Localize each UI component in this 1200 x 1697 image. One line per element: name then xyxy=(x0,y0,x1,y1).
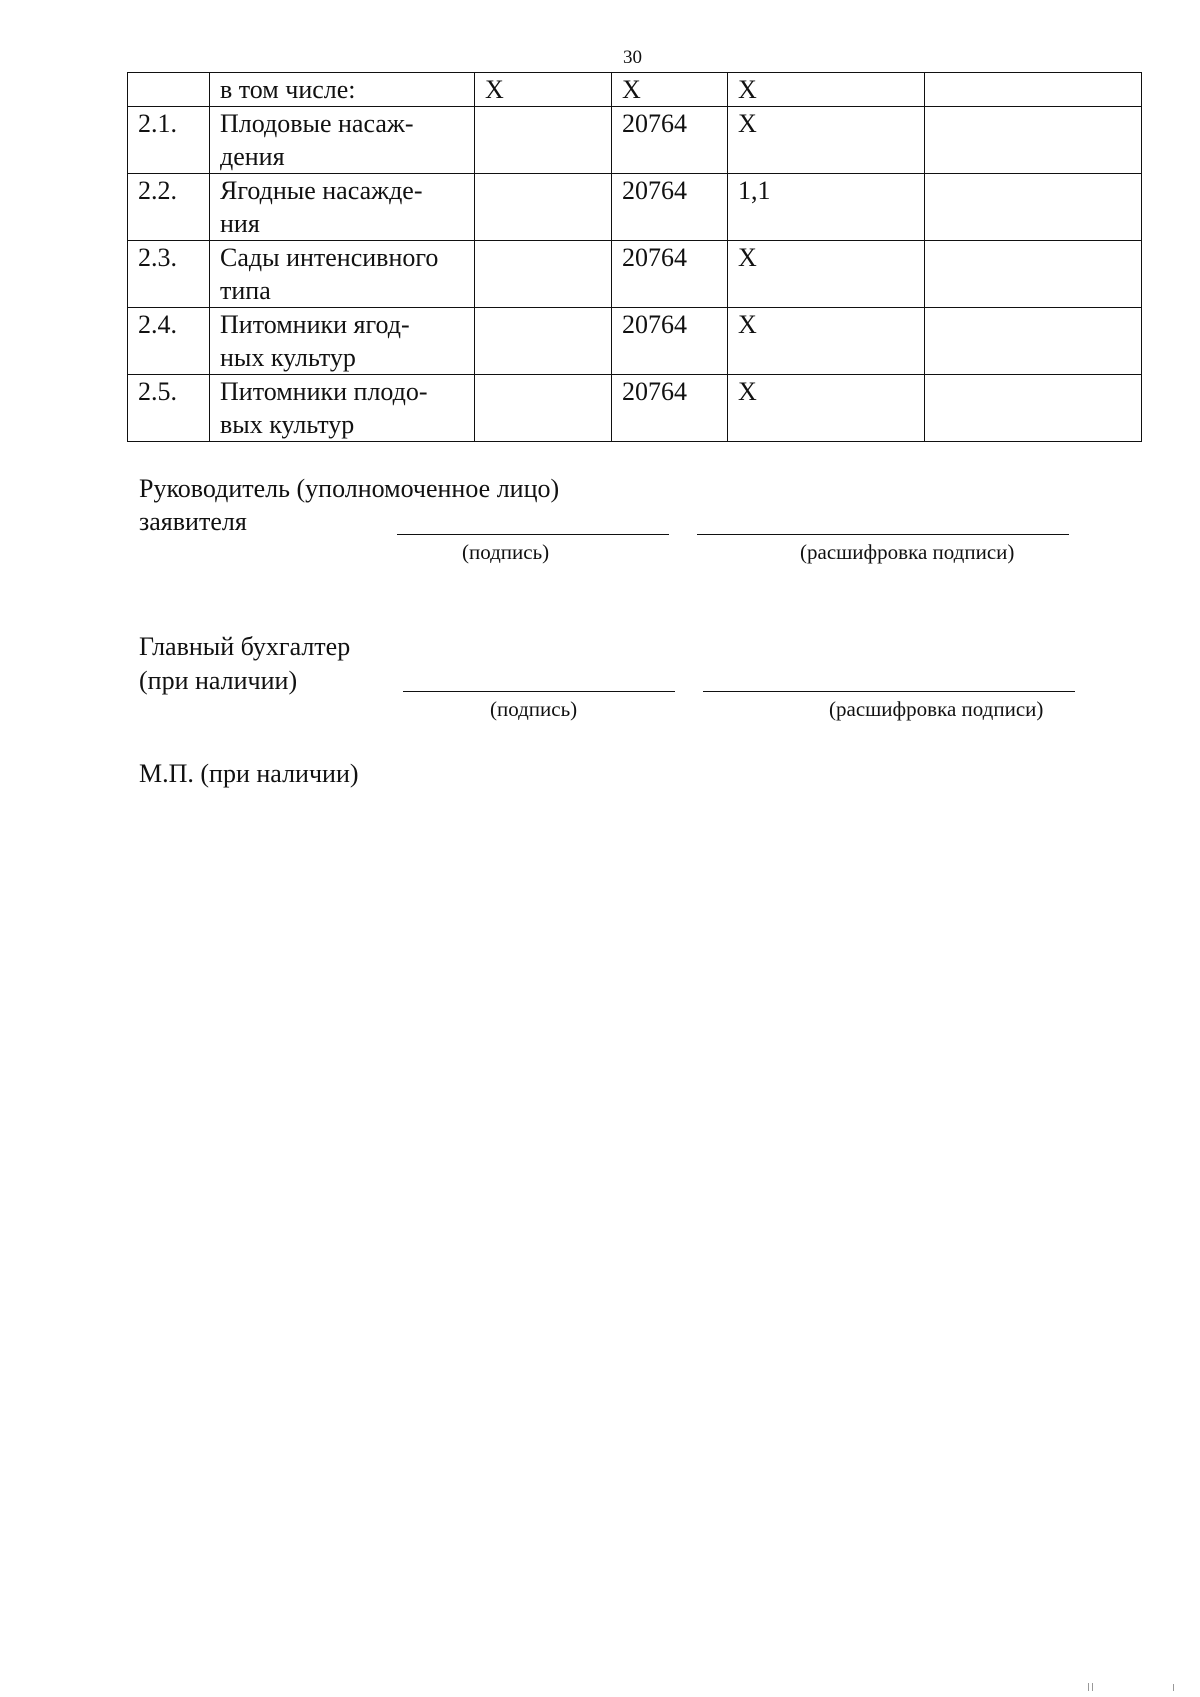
item-name-cell: Ягодные насажде- ния xyxy=(210,174,475,241)
column3-cell xyxy=(475,107,612,174)
column4-cell: 20764 xyxy=(612,241,728,308)
row-number-cell xyxy=(128,73,210,107)
head-signature-line xyxy=(397,534,669,535)
column4-cell: 20764 xyxy=(612,375,728,442)
column4-cell: 20764 xyxy=(612,308,728,375)
column3-cell xyxy=(475,308,612,375)
column3-cell: X xyxy=(475,73,612,107)
table-row xyxy=(128,308,1142,375)
head-decoding-line xyxy=(697,534,1069,535)
scan-artifact-mark xyxy=(1092,1683,1093,1691)
accountant-label-line1: Главный бухгалтер xyxy=(139,632,351,661)
accountant-signature-line xyxy=(403,691,675,692)
table-row xyxy=(128,73,1142,107)
table-row xyxy=(128,107,1142,174)
column3-cell xyxy=(475,174,612,241)
head-decoding-caption: (расшифровка подписи) xyxy=(800,540,1015,564)
table-row xyxy=(128,375,1142,442)
column5-cell: X xyxy=(728,375,925,442)
column4-cell: X xyxy=(612,73,728,107)
scan-artifact-mark xyxy=(1173,1684,1174,1691)
column6-cell xyxy=(925,241,1142,308)
head-label-line2: заявителя xyxy=(139,507,247,536)
row-number-cell: 2.1. xyxy=(128,107,210,174)
column5-cell: X xyxy=(728,73,925,107)
column5-cell: 1,1 xyxy=(728,174,925,241)
accountant-label-line2: (при наличии) xyxy=(139,666,298,695)
stamp-label: М.П. (при наличии) xyxy=(139,759,359,788)
item-name-cell: Питомники ягод- ных культур xyxy=(210,308,475,375)
column5-cell: X xyxy=(728,107,925,174)
item-name-cell: Плодовые насаж- дения xyxy=(210,107,475,174)
table-body xyxy=(128,73,1142,442)
column6-cell xyxy=(925,174,1142,241)
column6-cell xyxy=(925,375,1142,442)
scan-artifact-mark xyxy=(1088,1683,1089,1691)
table-row xyxy=(128,241,1142,308)
page-number: 30 xyxy=(623,47,642,68)
item-name-cell: в том числе: xyxy=(210,73,475,107)
row-number-cell: 2.2. xyxy=(128,174,210,241)
row-number-cell: 2.3. xyxy=(128,241,210,308)
data-table xyxy=(127,72,1142,442)
table-row xyxy=(128,174,1142,241)
column4-cell: 20764 xyxy=(612,107,728,174)
head-signature-caption: (подпись) xyxy=(462,540,550,564)
accountant-signature-caption: (подпись) xyxy=(490,697,578,721)
row-number-cell: 2.5. xyxy=(128,375,210,442)
item-name-cell: Сады интенсивного типа xyxy=(210,241,475,308)
column3-cell xyxy=(475,375,612,442)
head-label-line1: Руководитель (уполномоченное лицо) xyxy=(139,474,560,503)
column6-cell xyxy=(925,308,1142,375)
column6-cell xyxy=(925,107,1142,174)
row-number-cell: 2.4. xyxy=(128,308,210,375)
column4-cell: 20764 xyxy=(612,174,728,241)
accountant-decoding-caption: (расшифровка подписи) xyxy=(829,697,1044,721)
column3-cell xyxy=(475,241,612,308)
item-name-cell: Питомники плодо- вых культур xyxy=(210,375,475,442)
column5-cell: X xyxy=(728,241,925,308)
column6-cell xyxy=(925,73,1142,107)
column5-cell: X xyxy=(728,308,925,375)
accountant-decoding-line xyxy=(703,691,1075,692)
